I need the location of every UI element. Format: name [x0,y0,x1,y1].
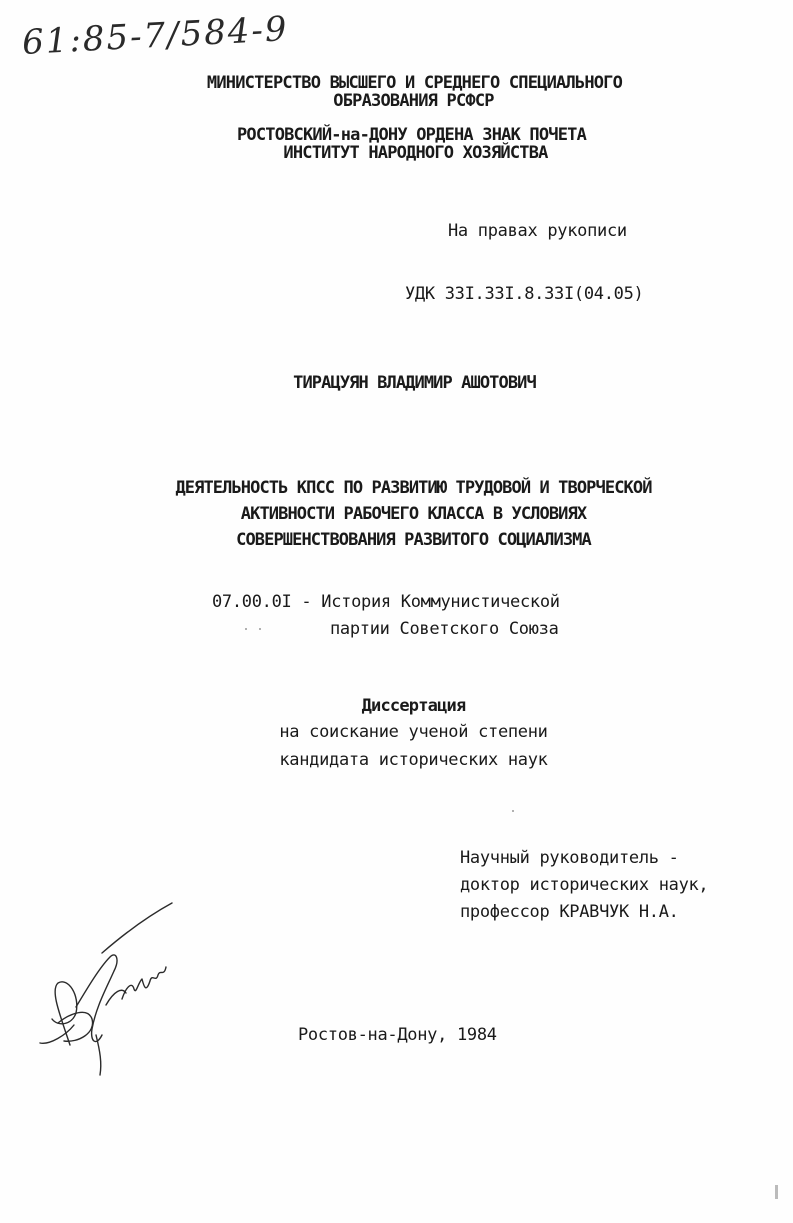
dissertation-title-line-3: СОВЕРШЕНСТВОВАНИЯ РАЗВИТОГО СОЦИАЛИЗМА [236,530,591,550]
supervisor-line-3: профессор КРАВЧУК Н.А. [460,902,679,922]
dissertation-degree-line-1: на соискание ученой степени [279,722,548,742]
dissertation-title-line-2: АКТИВНОСТИ РАБОЧЕГО КЛАССА В УСЛОВИЯХ [240,504,587,524]
dissertation-degree-line-2: кандидата исторических наук [279,750,548,770]
city-and-year: Ростов-на-Дону, 1984 [298,1025,497,1045]
supervisor-line-2: доктор исторических наук, [460,875,709,895]
ministry-line-2: ОБРАЗОВАНИЯ РСФСР [333,91,494,111]
handwritten-archive-code: 61:85-7/584-9 [21,9,290,63]
dissertation-heading: Диссертация [361,696,466,716]
supervisor-line-1: Научный руководитель - [460,848,679,868]
author-name: ТИРАЦУЯН ВЛАДИМИР АШОТОВИЧ [293,373,536,393]
institute-line-2: ИНСТИТУТ НАРОДНОГО ХОЗЯЙСТВА [283,143,548,163]
handwritten-signature [30,895,190,1080]
ministry-line-1: МИНИСТЕРСТВО ВЫСШЕГО И СРЕДНЕГО СПЕЦИАЛЬНОГО [206,73,623,93]
manuscript-rights-note: На правах рукописи [448,221,627,241]
scan-edge-artifact [775,1185,778,1199]
scan-speck [245,628,247,630]
scan-speck [259,628,261,630]
specialty-line-1: 07.00.0I - История Коммунистической [212,592,560,612]
institute-line-1: РОСТОВСКИЙ-на-ДОНУ ОРДЕНА ЗНАК ПОЧЕТА [236,125,587,145]
scan-speck [512,810,514,812]
udk-code: УДК 33I.33I.8.33I(04.05) [405,284,644,304]
specialty-line-2: партии Советского Союза [330,619,559,639]
dissertation-title-line-1: ДЕЯТЕЛЬНОСТЬ КПСС ПО РАЗВИТИЮ ТРУДОВОЙ И ТВОРЧЕСКОЙ [175,478,652,498]
